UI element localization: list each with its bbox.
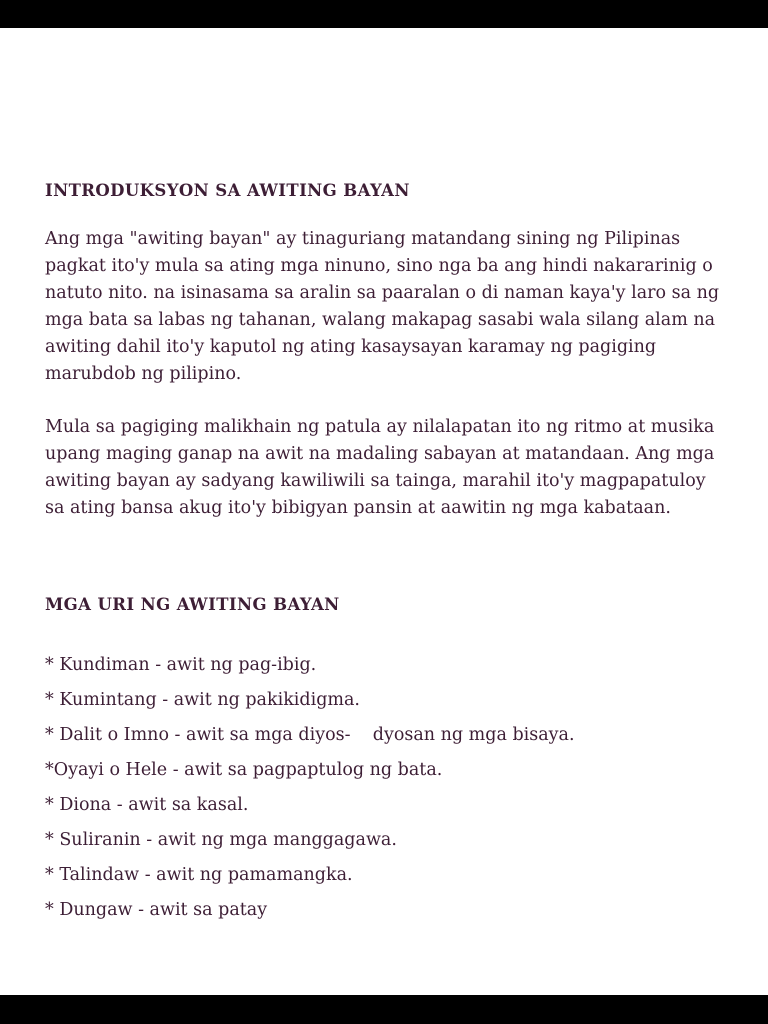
list-item-diona: * Diona - awit sa kasal. bbox=[45, 795, 249, 815]
list-item-dalit: * Dalit o Imno - awit sa mga diyos- dyosan ng mga bisaya. bbox=[45, 725, 575, 745]
list-item-talindaw: * Talindaw - awit ng pamamangka. bbox=[45, 865, 353, 885]
song-types-list bbox=[45, 654, 726, 921]
bottom-letterbox-bar bbox=[0, 995, 768, 1024]
list-item-suliranin: * Suliranin - awit ng mga manggagawa. bbox=[45, 830, 397, 850]
intro-paragraph-2: Mula sa pagiging malikhain ng patula ay nilalapatan ito ng ritmo at musika upang maging ganap na awit na madaling sabayan at matandaan. Ang mga awiting bayan ay sadyang kawiliwili sa tainga, marahil ito'y magpapatuloy sa ating bansa akug ito'y bibigyan pansin at aawitin ng mga kabataan. bbox=[45, 417, 715, 518]
top-letterbox-bar bbox=[0, 0, 768, 28]
document-page bbox=[0, 28, 768, 995]
types-section-heading: MGA URI NG AWITING BAYAN bbox=[45, 595, 340, 614]
list-item-dungaw: * Dungaw - awit sa patay bbox=[45, 900, 268, 920]
intro-section-heading: INTRODUKSYON SA AWITING BAYAN bbox=[45, 181, 410, 200]
list-item-kundiman: * Kundiman - awit ng pag-ibig. bbox=[45, 655, 317, 675]
list-item-oyayi: *Oyayi o Hele - awit sa pagpaptulog ng bata. bbox=[45, 760, 443, 780]
page-content bbox=[45, 28, 726, 934]
list-item-kumintang: * Kumintang - awit ng pakikidigma. bbox=[45, 690, 360, 710]
intro-paragraph-1: Ang mga "awiting bayan" ay tinaguriang matandang sining ng Pilipinas pagkat ito'y mula sa ating mga ninuno, sino nga ba ang hindi nakararinig o natuto nito. na isinasama sa aralin sa paaralan o di naman kaya'y laro sa ng mga bata sa labas ng tahanan, walang makapag sasabi wala silang alam na awiting dahil ito'y kaputol ng ating kasaysayan karamay ng pagiging marubdob ng pilipino. bbox=[45, 229, 720, 384]
